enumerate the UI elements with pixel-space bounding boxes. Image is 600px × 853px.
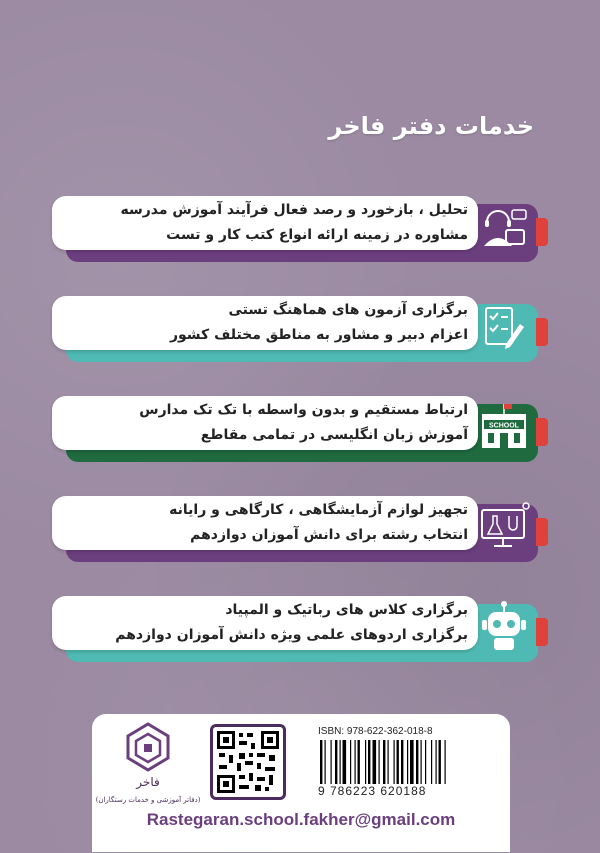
barcode-bar [365,740,366,784]
checklist-pencil-icon [476,300,532,356]
red-tab [536,518,548,546]
barcode-bar [350,740,351,784]
service-line-2: انتخاب رشته برای دانش آموزان دوازدهم [190,527,468,543]
barcode-bar [335,740,337,784]
robot-icon [476,600,532,656]
service-line-1: برگزاری کلاس های رباتیک و المپیاد [225,602,468,618]
red-tab [536,218,548,246]
barcode-bar [416,740,418,784]
service-card-5 [52,596,548,662]
qr-code-icon [210,724,286,800]
service-line-2: مشاوره در زمینه ارائه انواع کتب کار و تست [166,227,468,243]
barcode-bar [379,740,380,784]
service-card-3 [52,396,548,462]
page-title: خدمات دفتر فاخر [328,112,534,140]
service-card-2 [52,296,548,362]
school-building-icon [476,400,532,456]
service-line-2: آموزش زبان انگلیسی در تمامی مقاطع [200,427,468,443]
red-tab [536,318,548,346]
barcode-bar [388,740,389,784]
barcode-bar [368,740,370,784]
barcode-bar [383,740,385,784]
footer-box [92,714,510,852]
red-tab [536,618,548,646]
barcode-bar [439,740,441,784]
barcode-number: 9 786223 620188 [318,784,427,798]
barcode-bar [340,740,341,784]
service-line-1: تجهیز لوازم آزمایشگاهی ، کارگاهی و رایانه [169,502,468,518]
barcode-icon [318,740,488,784]
service-line-1: ارتباط مستقیم و بدون واسطه با تک تک مدارس [139,402,468,418]
red-tab [536,418,548,446]
logo-subtitle: (دفاتر آموزشی و خدمات رستگاران) [95,796,201,804]
service-line-2: برگزاری اردوهای علمی ویژه دانش آموزان دوازدهم [115,627,468,643]
barcode-bar [355,740,356,784]
service-line-1: برگزاری آزمون های هماهنگ تستی [228,302,468,318]
barcode-bar [436,740,437,784]
barcode-bar [425,740,426,784]
isbn-label: ISBN: 978-622-362-018-8 [318,726,433,737]
barcode-bar [397,740,399,784]
fakher-logo [95,720,201,810]
service-card-1 [52,196,548,262]
lab-computer-icon [476,500,532,556]
headset-teacher-icon [476,200,532,256]
barcode-bar [394,740,395,784]
logo-name: فاخر [136,775,160,789]
barcode-bar [325,740,326,784]
barcode-bar [401,740,403,784]
barcode-bar [421,740,422,784]
barcode-bar [431,740,432,784]
barcode-bar [407,740,408,784]
service-line-2: اعزام دبیر و مشاور به مناطق مختلف کشور [169,327,468,343]
school-sign: SCHOOL [489,422,519,430]
barcode-bar [343,740,347,784]
barcode-bar [358,740,360,784]
barcode-bar [373,740,377,784]
contact-email: Rastegaran.school.fakher@gmail.com [146,810,456,829]
barcode-bar [331,740,332,784]
service-line-1: تحلیل ، بازخورد و رصد فعال فرآیند آموزش مدرسه [120,202,468,218]
barcode-bar [320,740,322,784]
barcode-bar [445,740,446,784]
barcode-bar [410,740,414,784]
service-card-4 [52,496,548,562]
